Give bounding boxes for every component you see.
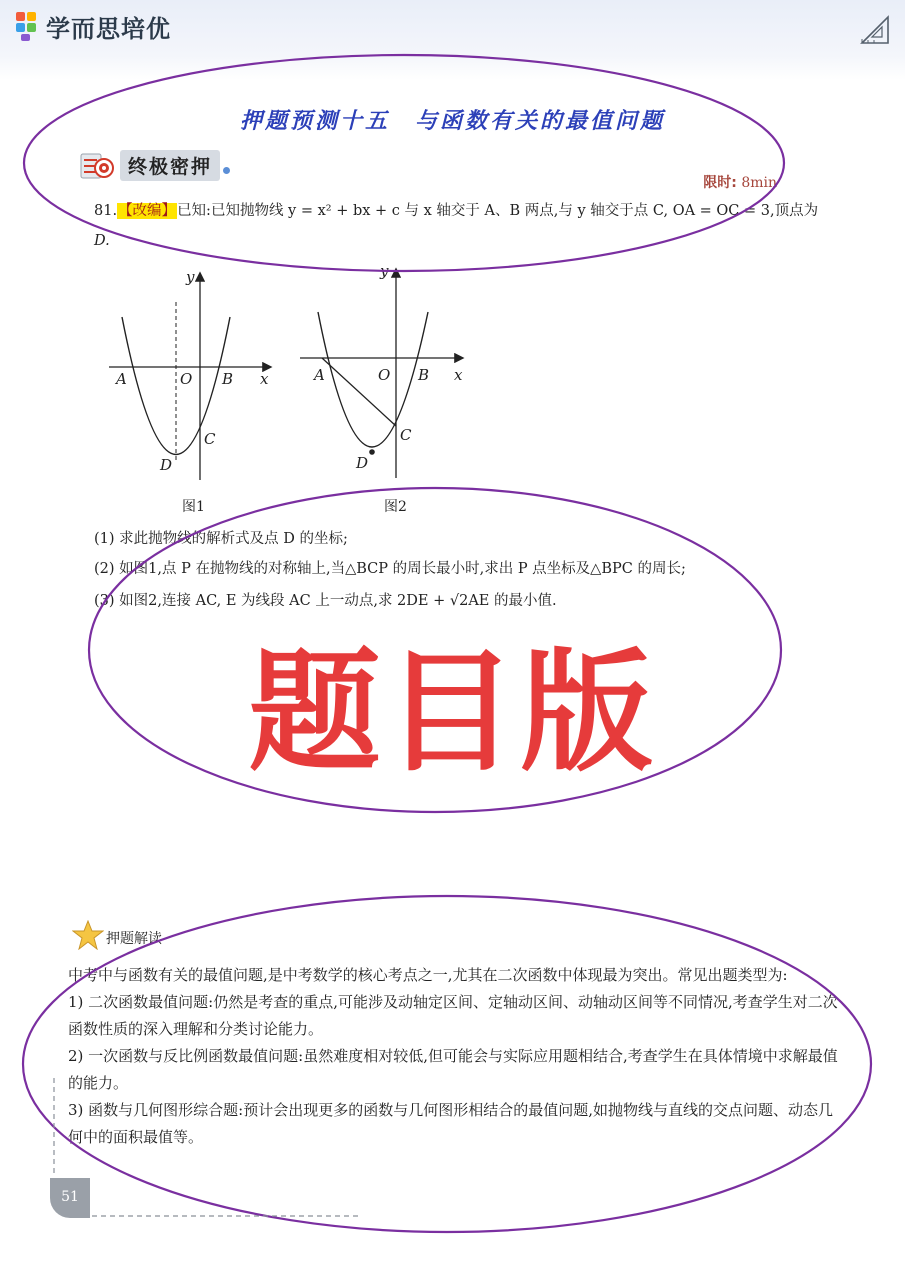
interpretation-paragraph: 3) 函数与几何图形综合题:预计会出现更多的函数与几何图形相结合的最值问题,如抛物线与直线的交点问题、动态几何中的面积最值等。 [68, 1101, 833, 1146]
interpretation-body [68, 962, 842, 1151]
time-limit-label: 限时: [703, 175, 737, 191]
fig2-label-C: C [400, 426, 412, 444]
badge-dot [223, 167, 230, 174]
fig2-label-O: O [378, 366, 391, 384]
ruler-set-square-icon [859, 14, 891, 46]
question-part-1: (1) 求此抛物线的解析式及点 D 的坐标; [94, 531, 348, 547]
question-stem [94, 200, 854, 222]
brand-logo [14, 8, 171, 44]
time-limit [703, 172, 777, 192]
fig1-label-x: x [260, 370, 269, 388]
fig2-parabola [318, 312, 428, 447]
fig2-label-A: A [314, 366, 325, 384]
star-icon [72, 920, 104, 950]
question-stem-continued [94, 230, 854, 252]
fig1-label-y: y [186, 268, 195, 286]
question-part-3: (3) 如图2,连接 AC, E 为线段 AC 上一动点,求 2DE + √2AE 的最小值. [94, 593, 557, 609]
question-number: 81. [94, 203, 118, 219]
question-tag: 【改编】 [118, 203, 177, 219]
page-number: 51 [50, 1178, 90, 1218]
question-stem-line1: 已知:已知抛物线 y = x² + bx + c 与 x 轴交于 A、B 两点,与 y 轴交于点 C, OA = OC = 3,顶点为 [177, 203, 819, 219]
time-limit-value: 8min [741, 175, 777, 191]
interpretation-heading-label: 押题解读 [106, 931, 162, 947]
figure-1 [104, 262, 284, 487]
interpretation-paragraph: 2) 一次函数与反比例函数最值问题:虽然难度相对较低,但可能会与实际应用题相结合,考查学生在具体情境中求解最值的能力。 [68, 1047, 838, 1092]
fig1-label-C: C [204, 430, 216, 448]
figure-1-caption: 图1 [182, 499, 205, 515]
fig1-label-A: A [116, 370, 127, 388]
section-badge-label: 终极密押 [120, 150, 220, 181]
fig1-label-O: O [180, 370, 193, 388]
page-title: 押题预测十五 与函数有关的最值问题 [239, 108, 665, 134]
fig2-label-B: B [418, 366, 430, 384]
interpretation-paragraph: 中考中与函数有关的最值问题,是中考数学的核心考点之一,尤其在二次函数中体现最为突出。常见出题类型为: [68, 966, 788, 984]
brand-logo-icon [14, 10, 42, 42]
interpretation-paragraph: 1) 二次函数最值问题:仍然是考查的重点,可能涉及动轴定区间、定轴动区间、动轴动区间等不同情况,考查学生对二次函数性质的深入理解和分类讨论能力。 [68, 993, 838, 1038]
brand-name: 学而思培优 [46, 14, 171, 43]
figure-2 [296, 262, 476, 487]
question-part-2: (2) 如图1,点 P 在抛物线的对称轴上,当△BCP 的周长最小时,求出 P 点坐标及△BPC 的周长; [94, 561, 686, 577]
figure-2-caption: 图2 [384, 499, 407, 515]
fig1-label-D: D [160, 456, 173, 474]
question-stem-line2: D. [94, 233, 110, 249]
fig2-label-x: x [454, 366, 463, 384]
target-icon [80, 151, 114, 181]
section-badge [80, 150, 230, 181]
fig2-point-D [369, 449, 375, 455]
fig2-label-D: D [356, 454, 369, 472]
fig2-label-y: y [380, 262, 389, 280]
fig1-label-B: B [222, 370, 234, 388]
interpretation-heading [72, 920, 162, 950]
watermark-stamp: 题目版 [248, 636, 657, 790]
